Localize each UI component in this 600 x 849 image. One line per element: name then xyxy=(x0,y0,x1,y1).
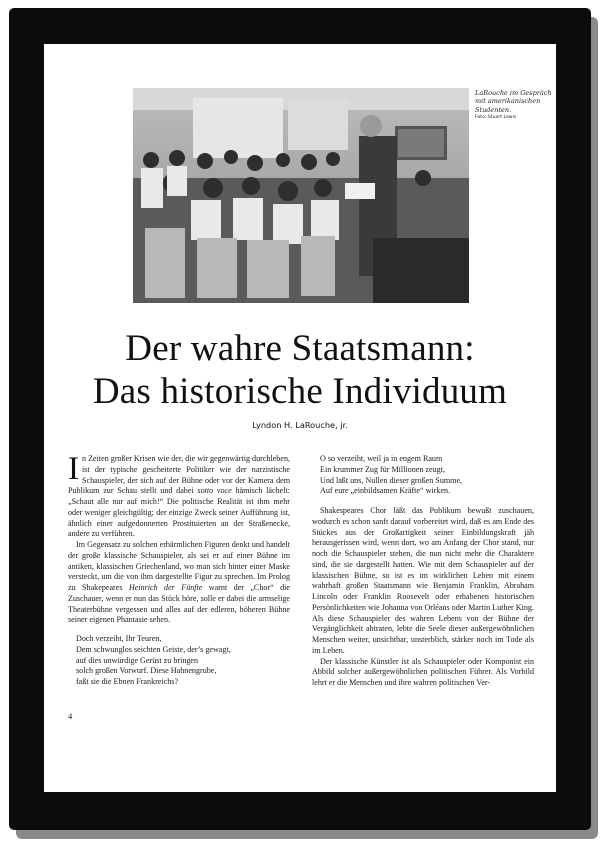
verse-line: Und laßt uns, Nullen dieser großen Summe, xyxy=(320,475,463,485)
left-paragraph-1: In Zeiten großer Krisen wie der, die wir gegenwärtig durchleben, ist der typische gescheiterte Politiker wie der narzistische Schauspieler, der sich auf der Bühne oder vor der Kamera dem Publikum zur Schau stellt und dabei sotto voce hämisch lächelt: „Schaut alle nur auf mich!“ Die politische Realität ist ihm mehr oder weniger gleichgültig; der einzige Zweck seiner Aufführung ist, ähnlich einer aufgedonnerten Prostituierten an der Straßenecke, andere zu verführen. xyxy=(68,451,291,539)
magazine-page xyxy=(44,44,556,792)
right-verse xyxy=(320,454,534,497)
right-column xyxy=(312,454,534,689)
drop-cap: I xyxy=(68,451,79,487)
article-title xyxy=(44,327,556,413)
verse-line: Dem schwunglos seichten Geiste, der’s gewagt, xyxy=(76,644,231,654)
title-line-1: Der wahre Staatsmann: xyxy=(125,328,475,369)
right-paragraph-2: Der klassische Künstler ist als Schauspieler oder Komponist ein Abbild solcher außergewöhnlichen politischen Führer. Als Vorbild lehrt er die Menschen und ihre wahren politischen Ver- xyxy=(312,656,534,687)
page-number: 4 xyxy=(68,711,73,721)
verse-line: solch großen Vorwurf. Diese Hahnengrube, xyxy=(76,666,217,676)
photo-caption xyxy=(475,89,553,121)
verse-line: Ein krummer Zug für Millionen zeugt, xyxy=(320,464,445,474)
verse-line: Auf eure „einbildsamen Kräfte“ wirken. xyxy=(320,486,451,496)
caption-text: LaRouche im Gespräch mit amerikanischen Studenten. xyxy=(475,89,552,114)
article-author: Lyndon H. LaRouche, jr. xyxy=(252,420,348,430)
right-paragraph-1: Shakespeares Chor läßt das Publikum bewußt zuschauen, wodurch es schon sanft darauf vorbereitet wird, daß es am Ende des Stückes aus der Großartigkeit seiner Einbildungskraft jäh herausgerissen wird, wenn dort, wo am Anfang der Chor stand, nur noch die Schauspieler stehen, die nun nicht mehr die Charaktere sind, die sie dargestellt hatten. Wie mit dem Schauspieler auf der klassischen Bühne, so ist es im wirklichen Leben mit einem wahrhaft großen Staatsmann wie Benjamin Franklin, Abraham Lincoln oder Franklin Roosevelt oder erhabenen historischen Persönlichkeiten wie Johanna von Orléans oder Martin Luther King. Als diese Schauspieler des wahren Lebens von der Bühne der Vergänglichkeit abtraten, lebte die Seele dieser außergewöhnlichen Menschen weiter, unsichtbar, unsterblich, stärker noch im Tode als im Leben. xyxy=(312,506,534,655)
verse-line: faßt sie die Ebnen Frankreichs? xyxy=(76,677,179,686)
verse-line: O so verzeiht, weil ja in engem Raum xyxy=(320,454,443,463)
left-paragraph-2: Im Gegensatz zu solchen erbärmlichen Figuren denkt und handelt der große klassische Schauspieler, als sei er auf einer Bühne im antiken, klassischen Griechenland, wo man sich hinter einer Maske versteckt, um die von ihm dargestellte Figur zu sprechen. Im Prolog zu Shakepeares Heinrich der Fünfte warnt der „Chor“ die Zuschauer, wenn er nun das Stück höre, solle er dabei die armselige Theaterbühne vergessen und alles auf der edleren, höheren Bühne seiner eigenen Phantasie sehen. xyxy=(68,540,290,625)
article-photo xyxy=(133,88,469,303)
title-line-2: Das historische Individuum xyxy=(92,371,508,412)
photo-credit: Foto: Stuart Lewis xyxy=(475,115,517,121)
left-column xyxy=(68,451,291,688)
verse-line: Doch verzeiht, Ihr Teuren, xyxy=(76,634,162,643)
verse-line: auf dies unwürdige Gerüst zu bringen xyxy=(76,655,199,665)
left-verse xyxy=(76,634,290,688)
